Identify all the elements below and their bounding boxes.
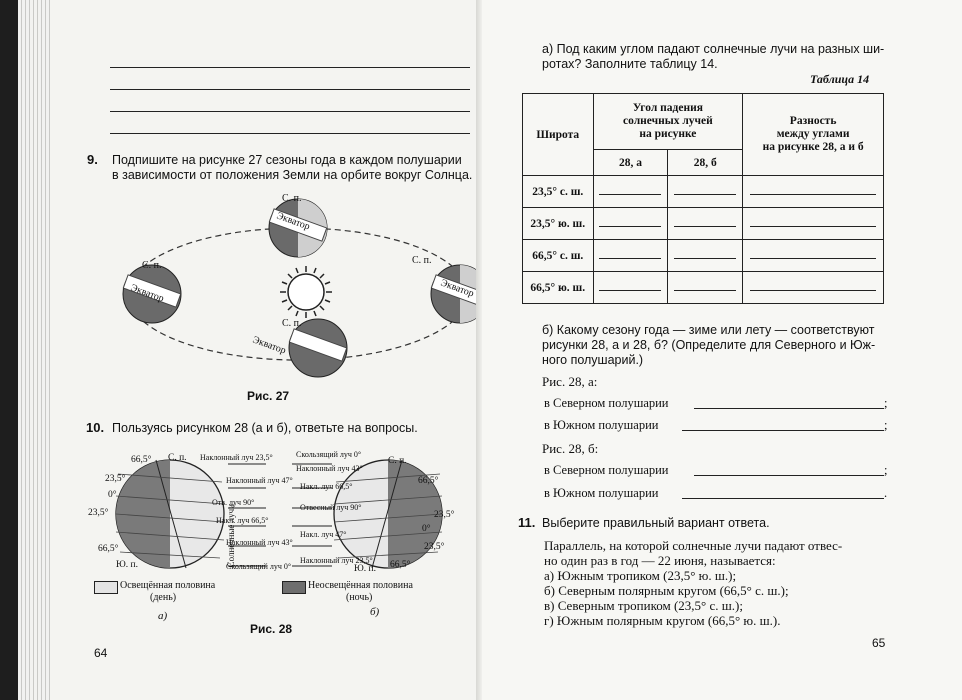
answer-cell[interactable]	[743, 208, 884, 240]
ray-label: Наклонный луч 43°	[296, 464, 363, 473]
semicolon: ;	[884, 463, 888, 477]
pole-label: С. п.	[282, 318, 302, 329]
north-pole-label: С. п.	[388, 456, 407, 466]
sun-icon	[280, 266, 332, 318]
ray-label: Скользящий луч 0°	[226, 562, 292, 571]
question-11-body-line1: Параллель, на которой солнечные лучи падают отвес-	[544, 538, 843, 553]
question-b-text-line1: б) Какому сезону года — зиме или лету — соответствуют	[542, 323, 875, 337]
answer-cell[interactable]	[593, 208, 668, 240]
north-pole-label: С. п.	[168, 453, 187, 463]
header-28b: 28, б	[668, 150, 743, 176]
ray-label: Накл. луч 47°	[300, 530, 347, 539]
lat-label: 23,5°	[105, 474, 126, 484]
answer-cell[interactable]	[743, 272, 884, 304]
header-28a: 28, а	[593, 150, 668, 176]
period: .	[884, 486, 888, 500]
question-9-text-line1: Подпишите на рисунке 27 сезоны года в каждом полушарии	[112, 153, 462, 167]
answer-cell[interactable]	[668, 272, 743, 304]
question-11-body-line2: но один раз в год — 22 июня, называется:	[544, 553, 776, 568]
answer-option[interactable]: в) Северным тропиком (23,5° с. ш.);	[544, 598, 743, 613]
lat-label: 66,5°	[131, 455, 152, 465]
answer-line	[110, 67, 470, 68]
question-9-text-line2: в зависимости от положения Земли на орбите вокруг Солнца.	[112, 168, 473, 182]
answer-field-north-b[interactable]	[694, 461, 884, 476]
pole-label: С. п.	[282, 193, 302, 204]
page-number: 64	[94, 646, 108, 660]
answer-line	[110, 133, 470, 134]
lat-label: 0°	[108, 490, 117, 500]
lat-label: 23,5°	[424, 542, 445, 552]
ray-label: Наклонный луч 23,5°	[300, 556, 373, 565]
semicolon: ;	[884, 396, 888, 410]
south-pole-label: Ю. п.	[116, 560, 138, 570]
answer-cell[interactable]	[743, 176, 884, 208]
answer-cell[interactable]	[593, 272, 668, 304]
pole-label: С. п.	[412, 255, 432, 266]
header-angle: Угол падения солнечных лучей на рисунке	[593, 94, 743, 150]
table-title: Таблица 14	[810, 72, 870, 86]
answer-line	[110, 111, 470, 112]
answer-field-north-a[interactable]	[694, 394, 884, 409]
lat-label: 66,5°	[390, 560, 411, 570]
page-number: 65	[872, 636, 886, 650]
ray-label: Отвесный луч 90°	[300, 503, 362, 512]
question-10-number: 10.	[86, 420, 105, 435]
answer-field-south-b[interactable]	[682, 484, 884, 499]
legend-lit-label: Освещённая половина	[120, 580, 216, 591]
question-11-number: 11.	[518, 515, 536, 530]
answer-field-south-a[interactable]	[682, 416, 884, 431]
figure-27-caption: Рис. 27	[247, 389, 290, 403]
ray-label: Скользящий луч 0°	[296, 450, 362, 459]
answer-cell[interactable]	[668, 240, 743, 272]
question-10-text: Пользуясь рисунком 28 (а и б), ответьте на вопросы.	[112, 421, 418, 435]
row-latitude: 23,5° ю. ш.	[523, 208, 594, 240]
ray-label: Отв. луч 90°	[212, 498, 255, 507]
legend-dark-label: Неосвещённая половина	[308, 580, 413, 591]
south-hemisphere-label: в Южном полушарии	[544, 486, 659, 500]
question-b-text-line2: рисунки 28, а и 28, б? (Определите для Северного и Юж-	[542, 338, 876, 352]
question-b-text-line3: ного полушарий.)	[542, 353, 644, 367]
question-9-number: 9.	[87, 152, 98, 167]
figure-28-caption: Рис. 28	[250, 622, 293, 636]
ray-label: Наклонный луч 43°	[226, 538, 293, 547]
answer-option[interactable]: а) Южным тропиком (23,5° ю. ш.);	[544, 568, 737, 583]
lat-label: 23,5°	[88, 508, 109, 518]
row-latitude: 66,5° ю. ш.	[523, 272, 594, 304]
equator-label: Экватор	[439, 277, 476, 300]
figure-28-diagram	[110, 446, 480, 591]
fig28b-label: Рис. 28, б:	[542, 441, 599, 456]
legend-dark-swatch	[282, 581, 306, 594]
equator-label: Экватор	[275, 210, 312, 233]
fig28a-label: Рис. 28, а:	[542, 374, 598, 389]
answer-cell[interactable]	[668, 208, 743, 240]
lat-label: 23,5°	[434, 510, 455, 520]
answer-cell[interactable]	[743, 240, 884, 272]
question-a-text-line2: ротах? Заполните таблицу 14.	[542, 57, 718, 71]
lat-label: 66,5°	[418, 476, 439, 486]
label-b: б)	[370, 606, 380, 618]
north-hemisphere-label: в Северном полушарии	[544, 396, 669, 410]
legend-dark-sub: (ночь)	[346, 592, 373, 603]
lat-label: 0°	[422, 524, 431, 534]
ray-label: Наклонный луч 47°	[226, 476, 293, 485]
page-edges	[18, 0, 52, 700]
answer-line	[110, 89, 470, 90]
label-a: а)	[158, 610, 168, 622]
answer-option[interactable]: г) Южным полярным кругом (66,5° ю. ш.).	[544, 613, 781, 628]
row-latitude: 66,5° с. ш.	[523, 240, 594, 272]
header-difference: Разность между углами на рисунке 28, а и б	[743, 94, 884, 176]
legend-lit-swatch	[94, 581, 118, 594]
row-latitude: 23,5° с. ш.	[523, 176, 594, 208]
semicolon: ;	[884, 418, 888, 432]
table-14	[522, 93, 884, 304]
question-a-text-line1: а) Под каким углом падают солнечные лучи на разных ши-	[542, 42, 885, 56]
pole-label: С. п.	[142, 260, 162, 271]
left-page	[50, 0, 482, 700]
answer-cell[interactable]	[668, 176, 743, 208]
ray-label: Наклонный луч 23,5°	[200, 453, 273, 462]
legend-lit-sub: (день)	[150, 592, 177, 603]
answer-cell[interactable]	[593, 240, 668, 272]
north-hemisphere-label: в Северном полушарии	[544, 463, 669, 477]
south-hemisphere-label: в Южном полушарии	[544, 418, 659, 432]
answer-option[interactable]: б) Северным полярным кругом (66,5° с. ш.);	[544, 583, 789, 598]
equator-label: Экватор	[251, 334, 288, 357]
lat-label: 66,5°	[98, 544, 119, 554]
ray-label: Накл. луч 66,5°	[300, 482, 353, 491]
equator-label: Экватор	[129, 282, 166, 305]
header-latitude: Широта	[523, 94, 594, 176]
answer-cell[interactable]	[593, 176, 668, 208]
solar-rays-label: Солнечные лучи	[226, 504, 236, 568]
globe-a	[116, 460, 224, 568]
ray-label: Накл. луч 66,5°	[216, 516, 269, 525]
right-page	[482, 0, 962, 700]
south-pole-label: Ю. п.	[354, 564, 376, 574]
question-11-text: Выберите правильный вариант ответа.	[542, 516, 770, 530]
